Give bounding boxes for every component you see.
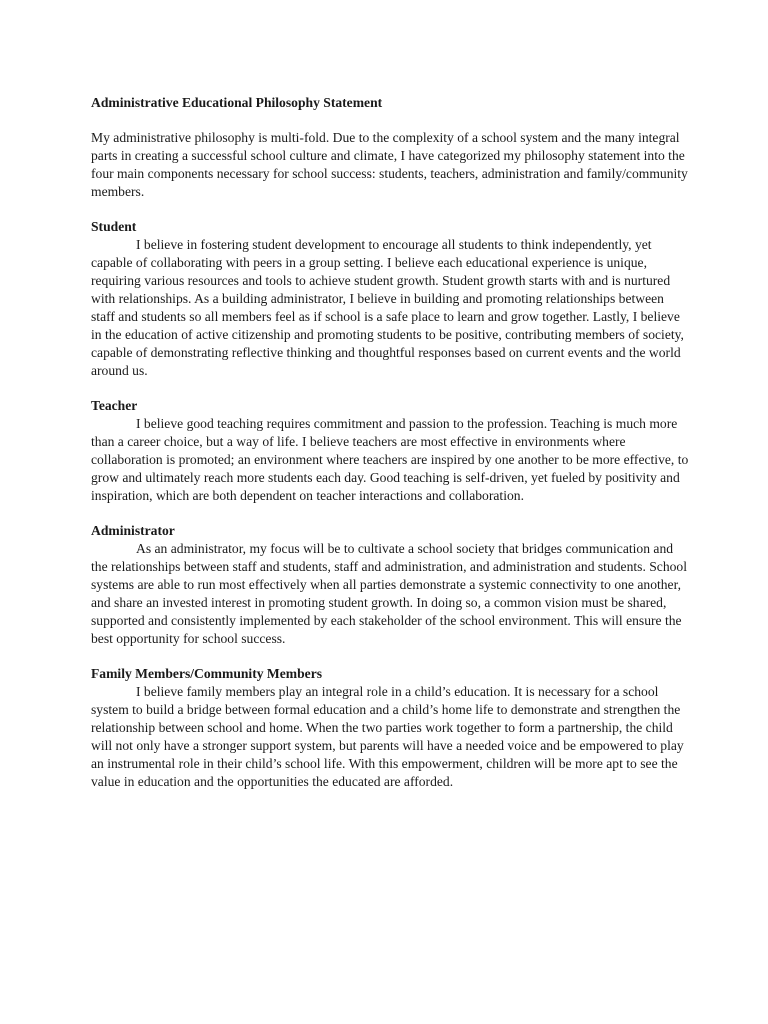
section-heading-teacher: Teacher xyxy=(91,398,138,413)
section-body-family-community: I believe family members play an integral role in a child’s education. It is necessary for a school system to build a bridge between formal education and a child’s home life to demonstrate and strengthen the relationship between school and home. When the two parties work together to form a partnership, the child will not only have a stronger support system, but parents will have a needed voice and be empowered to play an instrumental role in their child’s school life. With this empowerment, children will be more apt to see the value in education and the opportunities the educated are afforded. xyxy=(91,684,684,789)
document-title: Administrative Educational Philosophy Statement xyxy=(91,95,383,110)
section-teacher xyxy=(91,397,690,505)
section-body-student: I believe in fostering student development to encourage all students to think independently, yet capable of collaborating with peers in a group setting. I believe each educational experience is unique, requiring various resources and tools to achieve student growth. Student growth starts with and is nurtured with relationships. As a building administrator, I believe in building and promoting relationships between staff and students so all members feel as if school is a safe place to learn and grow together. Lastly, I believe in the education of active citizenship and promoting students to be positive, contributing members of society, capable of demonstrating reflective thinking and thoughtful responses based on current events and the world around us. xyxy=(91,237,684,378)
section-heading-family-community: Family Members/Community Members xyxy=(91,666,323,681)
section-administrator xyxy=(91,522,690,648)
section-body-teacher: I believe good teaching requires commitment and passion to the profession. Teaching is much more than a career choice, but a way of life. I believe teachers are most effective in environments where collaboration is promoted; an environment where teachers are inspired by one another to be more effective, to grow and ultimately reach more students each day. Good teaching is self-driven, yet fueled by positivity and inspiration, which are both dependent on teacher interactions and collaboration. xyxy=(91,416,689,503)
section-family-community xyxy=(91,665,690,791)
section-heading-student: Student xyxy=(91,219,137,234)
section-heading-administrator: Administrator xyxy=(91,523,175,538)
section-body-administrator: As an administrator, my focus will be to cultivate a school society that bridges communication and the relationships between staff and students, staff and administration, and administration and students. School systems are able to run most effectively when all parties demonstrate a systemic connectivity to one another, and share an invested interest in promoting student growth. In doing so, a common vision must be shared, supported and consistently implemented by each stakeholder of the school environment. This will ensure the best opportunity for school success. xyxy=(91,541,688,646)
section-student xyxy=(91,218,690,380)
intro-paragraph: My administrative philosophy is multi-fold. Due to the complexity of a school system and the many integral parts in creating a successful school culture and climate, I have categorized my philosophy statement into the four main components necessary for school success: students, teachers, administration and family/community members. xyxy=(91,130,688,199)
